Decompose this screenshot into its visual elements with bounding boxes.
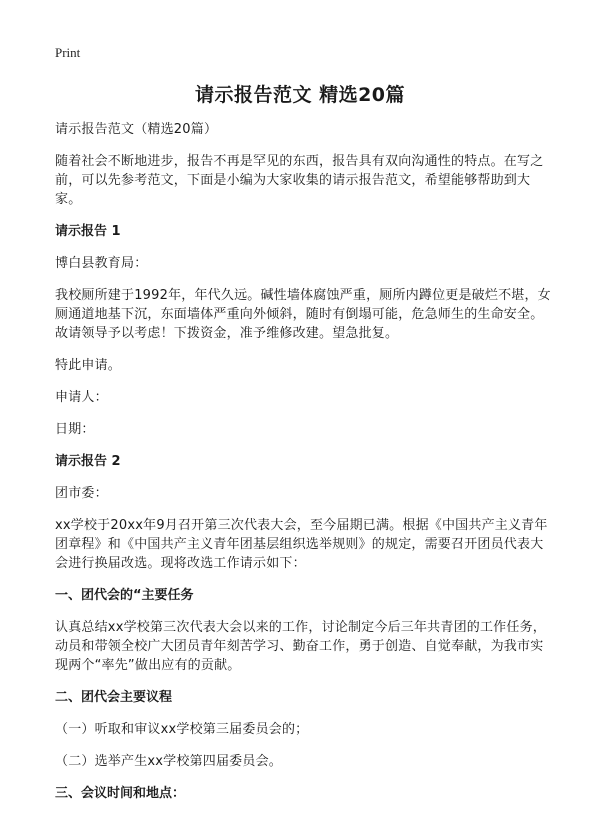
article-body: [55, 120, 553, 816]
section3-heading: 三、会议时间和地点：: [55, 786, 186, 801]
agenda-item-1: （一）听取和审议xx学校第三届委员会的；: [55, 722, 309, 737]
report1-body: 我校厕所建于1992年，年代久远。碱性墙体腐蚀严重，厕所内蹲位更是破烂不堪，女厕通道地基下沉，东面墙体严重向外倾斜，随时有倒塌可能，危急师生的生命安全。故请领导予以考虑！下拨资金，准予维修改建。望急批复。: [55, 288, 551, 341]
agenda-item-2: （二）选举产生xx学校第四届委员会。: [55, 754, 282, 769]
section1-body: 认真总结xx学校第三次代表大会以来的工作，讨论制定今后三年共青团的工作任务，动员和带领全校广大团员青年刻苦学习、勤奋工作，勇于创造、自觉奉献，为我市实现两个“率先”做出应有的贡献。: [55, 620, 546, 673]
report1-heading: 请示报告 1: [55, 224, 121, 239]
report2-heading: 请示报告 2: [55, 454, 121, 469]
page-title: 请示报告范文 精选20篇: [194, 84, 406, 106]
section2-heading: 二、团代会主要议程: [55, 690, 173, 705]
report1-closing: 特此申请。: [55, 358, 122, 373]
report2-body: xx学校于20xx年9月召开第三次代表大会，至今届期已满。根据《中国共产主义青年团章程》和《中国共产主义青年团基层组织选举规则》的规定，需要召开团员代表大会进行换届改选。现将改选工作请示如下：: [55, 518, 548, 571]
print-link[interactable]: Print: [55, 45, 81, 60]
report1-applicant: 申请人：: [55, 390, 108, 405]
article-subtitle: 请示报告范文（精选20篇）: [55, 122, 218, 137]
intro-paragraph: 随着社会不断地进步，报告不再是罕见的东西，报告具有双向沟通性的特点。在写之前，可以先参考范文，下面是小编为大家收集的请示报告范文，希望能够帮助到大家。: [55, 154, 544, 207]
section1-heading: 一、团代会的“主要任务: [55, 588, 194, 603]
report1-date: 日期：: [55, 422, 95, 437]
report1-addressee: 博白县教育局：: [55, 256, 148, 271]
report2-addressee: 团市委：: [55, 486, 108, 501]
